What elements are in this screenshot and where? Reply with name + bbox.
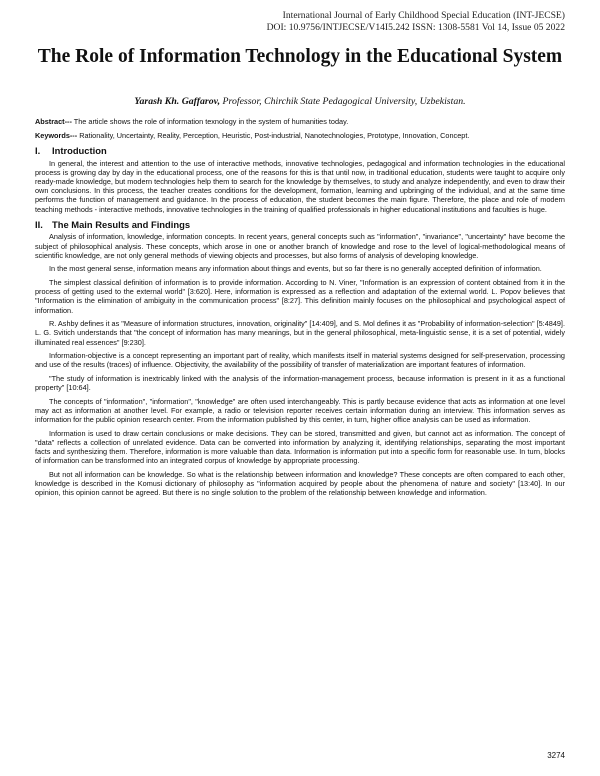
- page-number: 3274: [547, 751, 565, 760]
- author-line: [35, 96, 565, 107]
- section-number: I.: [35, 144, 41, 156]
- author-name: Yarash Kh. Gaffarov,: [134, 96, 221, 107]
- section-heading-introduction: [35, 146, 565, 155]
- keywords-label: Keywords---: [35, 130, 78, 140]
- paragraph: Information is used to draw certain conclusions or make decisions. They can be stored, transmitted and given, but cannot act as information. The concept of "data" reflects a collection of unrelated evidence. Data can be converted into information by analyzing it, identifying relationships, separating the most important facts and synthesizing them. Therefore, information is more valuable than data. Information is information put into a specific form for reasonable use. In turn, blocks of information can be transformed into an integrated corpus of knowledge by appropriate processing.: [35, 428, 565, 466]
- section-title: Introduction: [52, 144, 107, 156]
- paper-title: The Role of Information Technology in the Educational System: [37, 46, 563, 67]
- author-affiliation: Professor, Chirchik State Pedagogical University, Uzbekistan.: [222, 96, 466, 107]
- section-number: II.: [35, 218, 43, 230]
- abstract: [35, 117, 565, 126]
- journal-header: [267, 10, 565, 33]
- paragraph: In general, the interest and attention to the use of interactive methods, innovative technologies, pedagogical and information technologies in the educational process is growing day by day in the educational process, one of the reasons for this is that until now, in traditional education, students were taught to acquire only ready-made knowledge, but modern technologies help them to search for the knowledge by themselves, to study and analyze independently, and even to draw their own conclusions. In this process, the teacher creates conditions for the development, formation, learning and upbringing of the individual, and at the same time performs the function of management and guidance. In the process of education, the student becomes the main figure. Therefore, the place and role of modern teaching methods - interactive methods, innovative technologies in the training of qualified professionals in higher educational institutions and faculties is huge.: [35, 158, 565, 214]
- journal-doi: DOI: 10.9756/INTJECSE/V14I5.242 ISSN: 1308-5581 Vol 14, Issue 05 2022: [266, 21, 565, 33]
- keywords: [35, 131, 565, 140]
- paragraph: "The study of information is inextricably linked with the analysis of the information-management process, because information is present in it as a functional property" [10:64].: [35, 374, 565, 393]
- paragraph: Analysis of information, knowledge, information concepts. In recent years, general concepts such as "information", "invariance", "uncertainty" have become the subject of philosophical analysis. These concepts, which arose in one or another branch of knowledge and rose to the level of logical-methodological means of scientific knowledge, are not only general methods of viewing objects and processes, but also forms of analysis of developing knowledge.: [35, 232, 565, 260]
- section-title: The Main Results and Findings: [52, 218, 191, 230]
- keywords-text: Rationality, Uncertainty, Reality, Perception, Heuristic, Post-industrial, Nanotechnologies, Prototype, Innovation, Concept.: [77, 130, 470, 140]
- paragraph: The concepts of "information", "information", "knowledge" are often used interchangeably. This is partly because evidence that acts as information at one level may act as information at another level. For example, a radio or television reporter receives certain information during an interview. This information serves as information for the public opinion research center. From the information published by this center, in turn, higher office analysis can be used as information.: [35, 396, 565, 425]
- abstract-label: Abstract---: [35, 117, 72, 126]
- paragraph: The simplest classical definition of information is to provide information. According to N. Viner, "Information is an expression of content obtained from it in the process of getting used to the external world" [3:620]. Here, information is expressed as a reflection and adaptation of the external world. L. Popov believes that "Information is the elimination of ambiguity in the communication process" [8:27]. This definition mainly focuses on the philosophical and psychological aspect of information.: [35, 278, 565, 315]
- paragraph: In the most general sense, information means any information about things and events, but so far there is no generally accepted definition of information.: [49, 264, 542, 274]
- section-heading-results: [35, 220, 565, 229]
- paper-body: [35, 117, 565, 502]
- abstract-text: The article shows the role of information texnology in the system of humanities today.: [71, 117, 349, 126]
- journal-name: International Journal of Early Childhood Special Education (INT-JECSE): [282, 10, 565, 21]
- paragraph: Information-objective is a concept representing an important part of reality, which manifests itself in material systems designed for self-preservation, processing and use of the results (traces) of influence. Objectivity, the availability of the possibility of transfer of materialization are important features of information.: [35, 351, 565, 370]
- paragraph: But not all information can be knowledge. So what is the relationship between information and knowledge? These concepts are often compared to each other, knowledge is described in the Komusi dictionary of philosophy as "information acquired by people about the phenomena of nature and society" [13:40]. In our opinion, this opinion cannot be agreed. But there is no single solution to the problem of the relationship between knowledge and information.: [35, 470, 565, 498]
- paragraph: R. Ashby defines it as "Measure of information structures, innovation, originality" [14:409], and S. Mol defines it as "Probability of information-selection" [5:4849]. L. G. Svitich understands that "the concept of information has many meanings, but in the general philosophical, meta-linguistic sense, it is a set of potential, widely illuminated real essences" [9:230].: [35, 319, 565, 347]
